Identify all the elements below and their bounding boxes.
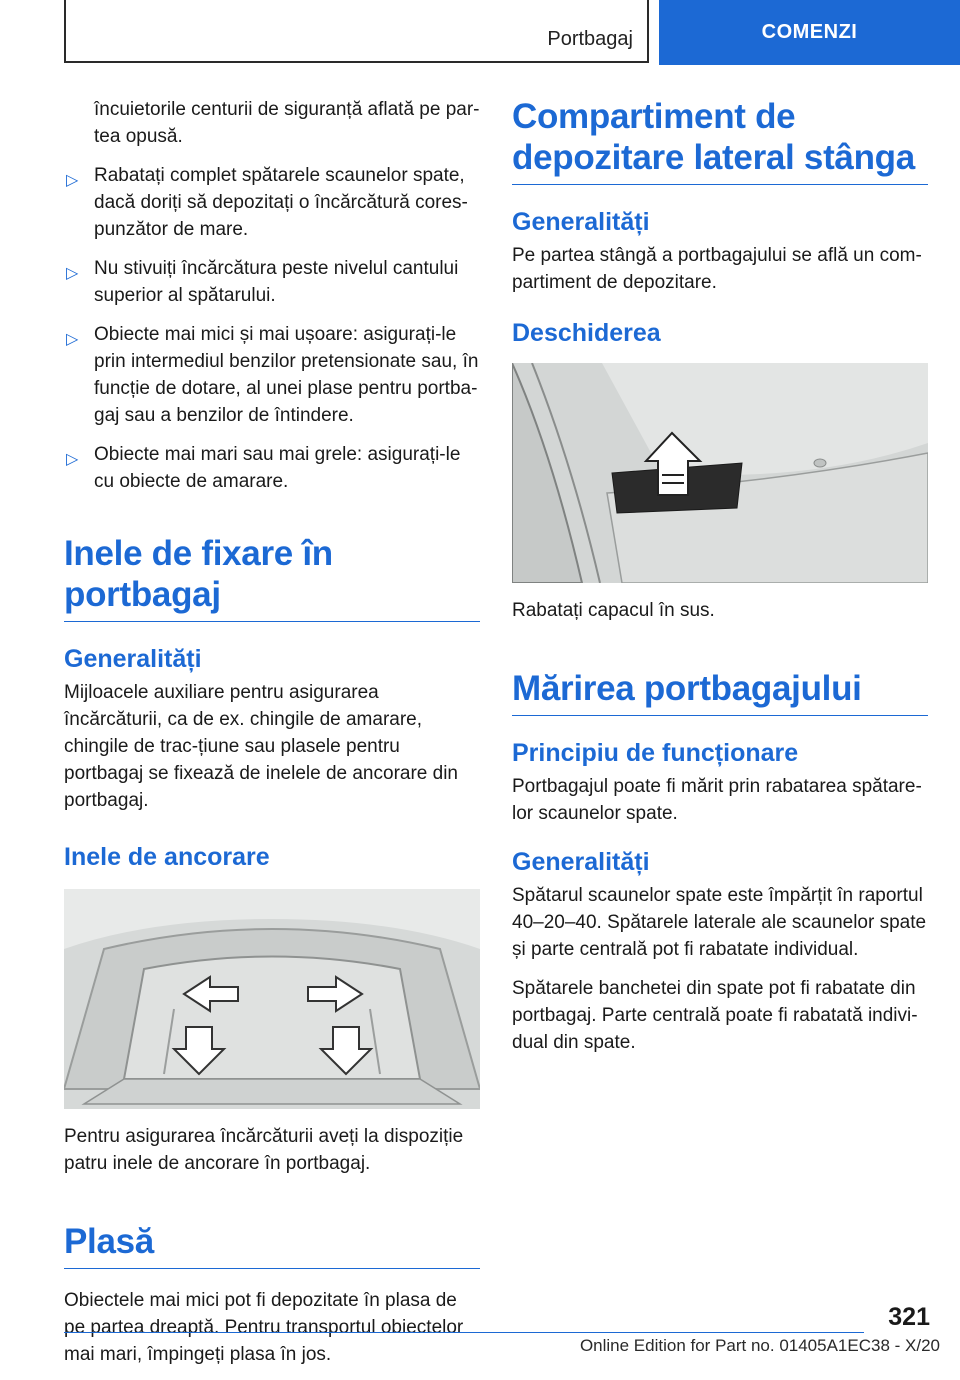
- figure-caption-opening: Rabatați capacul în sus.: [512, 600, 715, 621]
- storage-compartment-image: [512, 363, 928, 583]
- page-number: 321: [888, 1303, 930, 1331]
- section-title-anchor-rings: Inele de fixare în portbagaj: [64, 533, 480, 622]
- header-section-title: Portbagaj: [547, 28, 633, 50]
- footer-divider: [64, 1332, 864, 1333]
- subsection-title-opening: Deschiderea: [512, 319, 661, 347]
- triangle-right-icon: ▷: [66, 172, 79, 189]
- footer-edition: Online Edition for Part no. 01405A1EC38 - X/20: [579, 1336, 940, 1355]
- right-column: [512, 96, 928, 1068]
- intro-continuation: încuietorile centurii de siguranță aflată pe par-tea opusă.: [94, 99, 480, 147]
- list-item: ▷ Rabatați complet spătarele scaunelor spate, dacă doriți să depozitați o încărcătură cores-punzător de mare.: [66, 165, 468, 240]
- header-frame: [64, 0, 649, 63]
- subsection-title-general: Generalități: [64, 645, 202, 673]
- subsection-title-general: Generalități: [512, 848, 650, 876]
- subsection-title-general: Generalități: [512, 208, 650, 236]
- list-item: ▷ Obiecte mai mari sau mai grele: asigurați-le cu obiecte de amarare.: [66, 444, 461, 492]
- triangle-right-icon: ▷: [66, 451, 79, 468]
- section-title-storage-compartment: Compartiment de depozitare lateral stânga: [512, 96, 928, 185]
- bullet-list: [64, 162, 480, 495]
- triangle-right-icon: ▷: [66, 265, 79, 282]
- paragraph-net: Obiectele mai mici pot fi depozitate în plasa de pe partea dreaptă. Pentru transportul obiectelor mai mari, împingeți plasa în jos.: [64, 1290, 464, 1365]
- paragraph-fold-seats: Spătarele banchetei din spate pot fi rabatate din portbagaj. Parte centrală poate fi rabatată indivi-dual din spate.: [512, 978, 918, 1053]
- figure-caption-anchor-rings: Pentru asigurarea încărcăturii aveți la dispoziție patru inele de ancorare în portbagaj.: [64, 1126, 464, 1174]
- left-column: [64, 96, 480, 1380]
- triangle-right-icon: ▷: [66, 331, 79, 348]
- paragraph-storage-general: Pe partea stângă a portbagajului se află un com-partiment de depozitare.: [512, 245, 922, 293]
- paragraph-general: Mijloacele auxiliare pentru asigurarea încărcăturii, ca de ex. chingile de amarare, chingile de trac-țiune sau plasele pentru portbagaj se fixează de inelele de ancorare din portbagaj.: [64, 682, 458, 811]
- subsection-title-principle: Principiu de funcționare: [512, 739, 799, 767]
- subsection-title-anchor-rings: Inele de ancorare: [64, 843, 270, 871]
- trunk-anchor-rings-image: [64, 889, 480, 1109]
- paragraph-seat-split: Spătarul scaunelor spate este împărțit în raportul 40–20–40. Spătarele laterale ale scaunelor spate și parte centrală pot fi rabatate individual.: [512, 885, 927, 960]
- list-item: ▷ Nu stivuiți încărcătura peste nivelul cantului superior al spătarului.: [66, 258, 459, 306]
- section-title-enlarge-trunk: Mărirea portbagajului: [512, 668, 928, 716]
- section-title-net: Plasă: [64, 1221, 480, 1269]
- header-chapter-tab[interactable]: COMENZI: [659, 0, 960, 65]
- list-item: ▷ Obiecte mai mici și mai ușoare: asigurați-le prin intermediul benzilor pretensionate sau, în funcție de dotare, al unei plase pentru portba-gaj sau a benzilor de întindere.: [66, 324, 479, 426]
- paragraph-principle: Portbagajul poate fi mărit prin rabatarea spătare-lor scaunelor spate.: [512, 776, 922, 824]
